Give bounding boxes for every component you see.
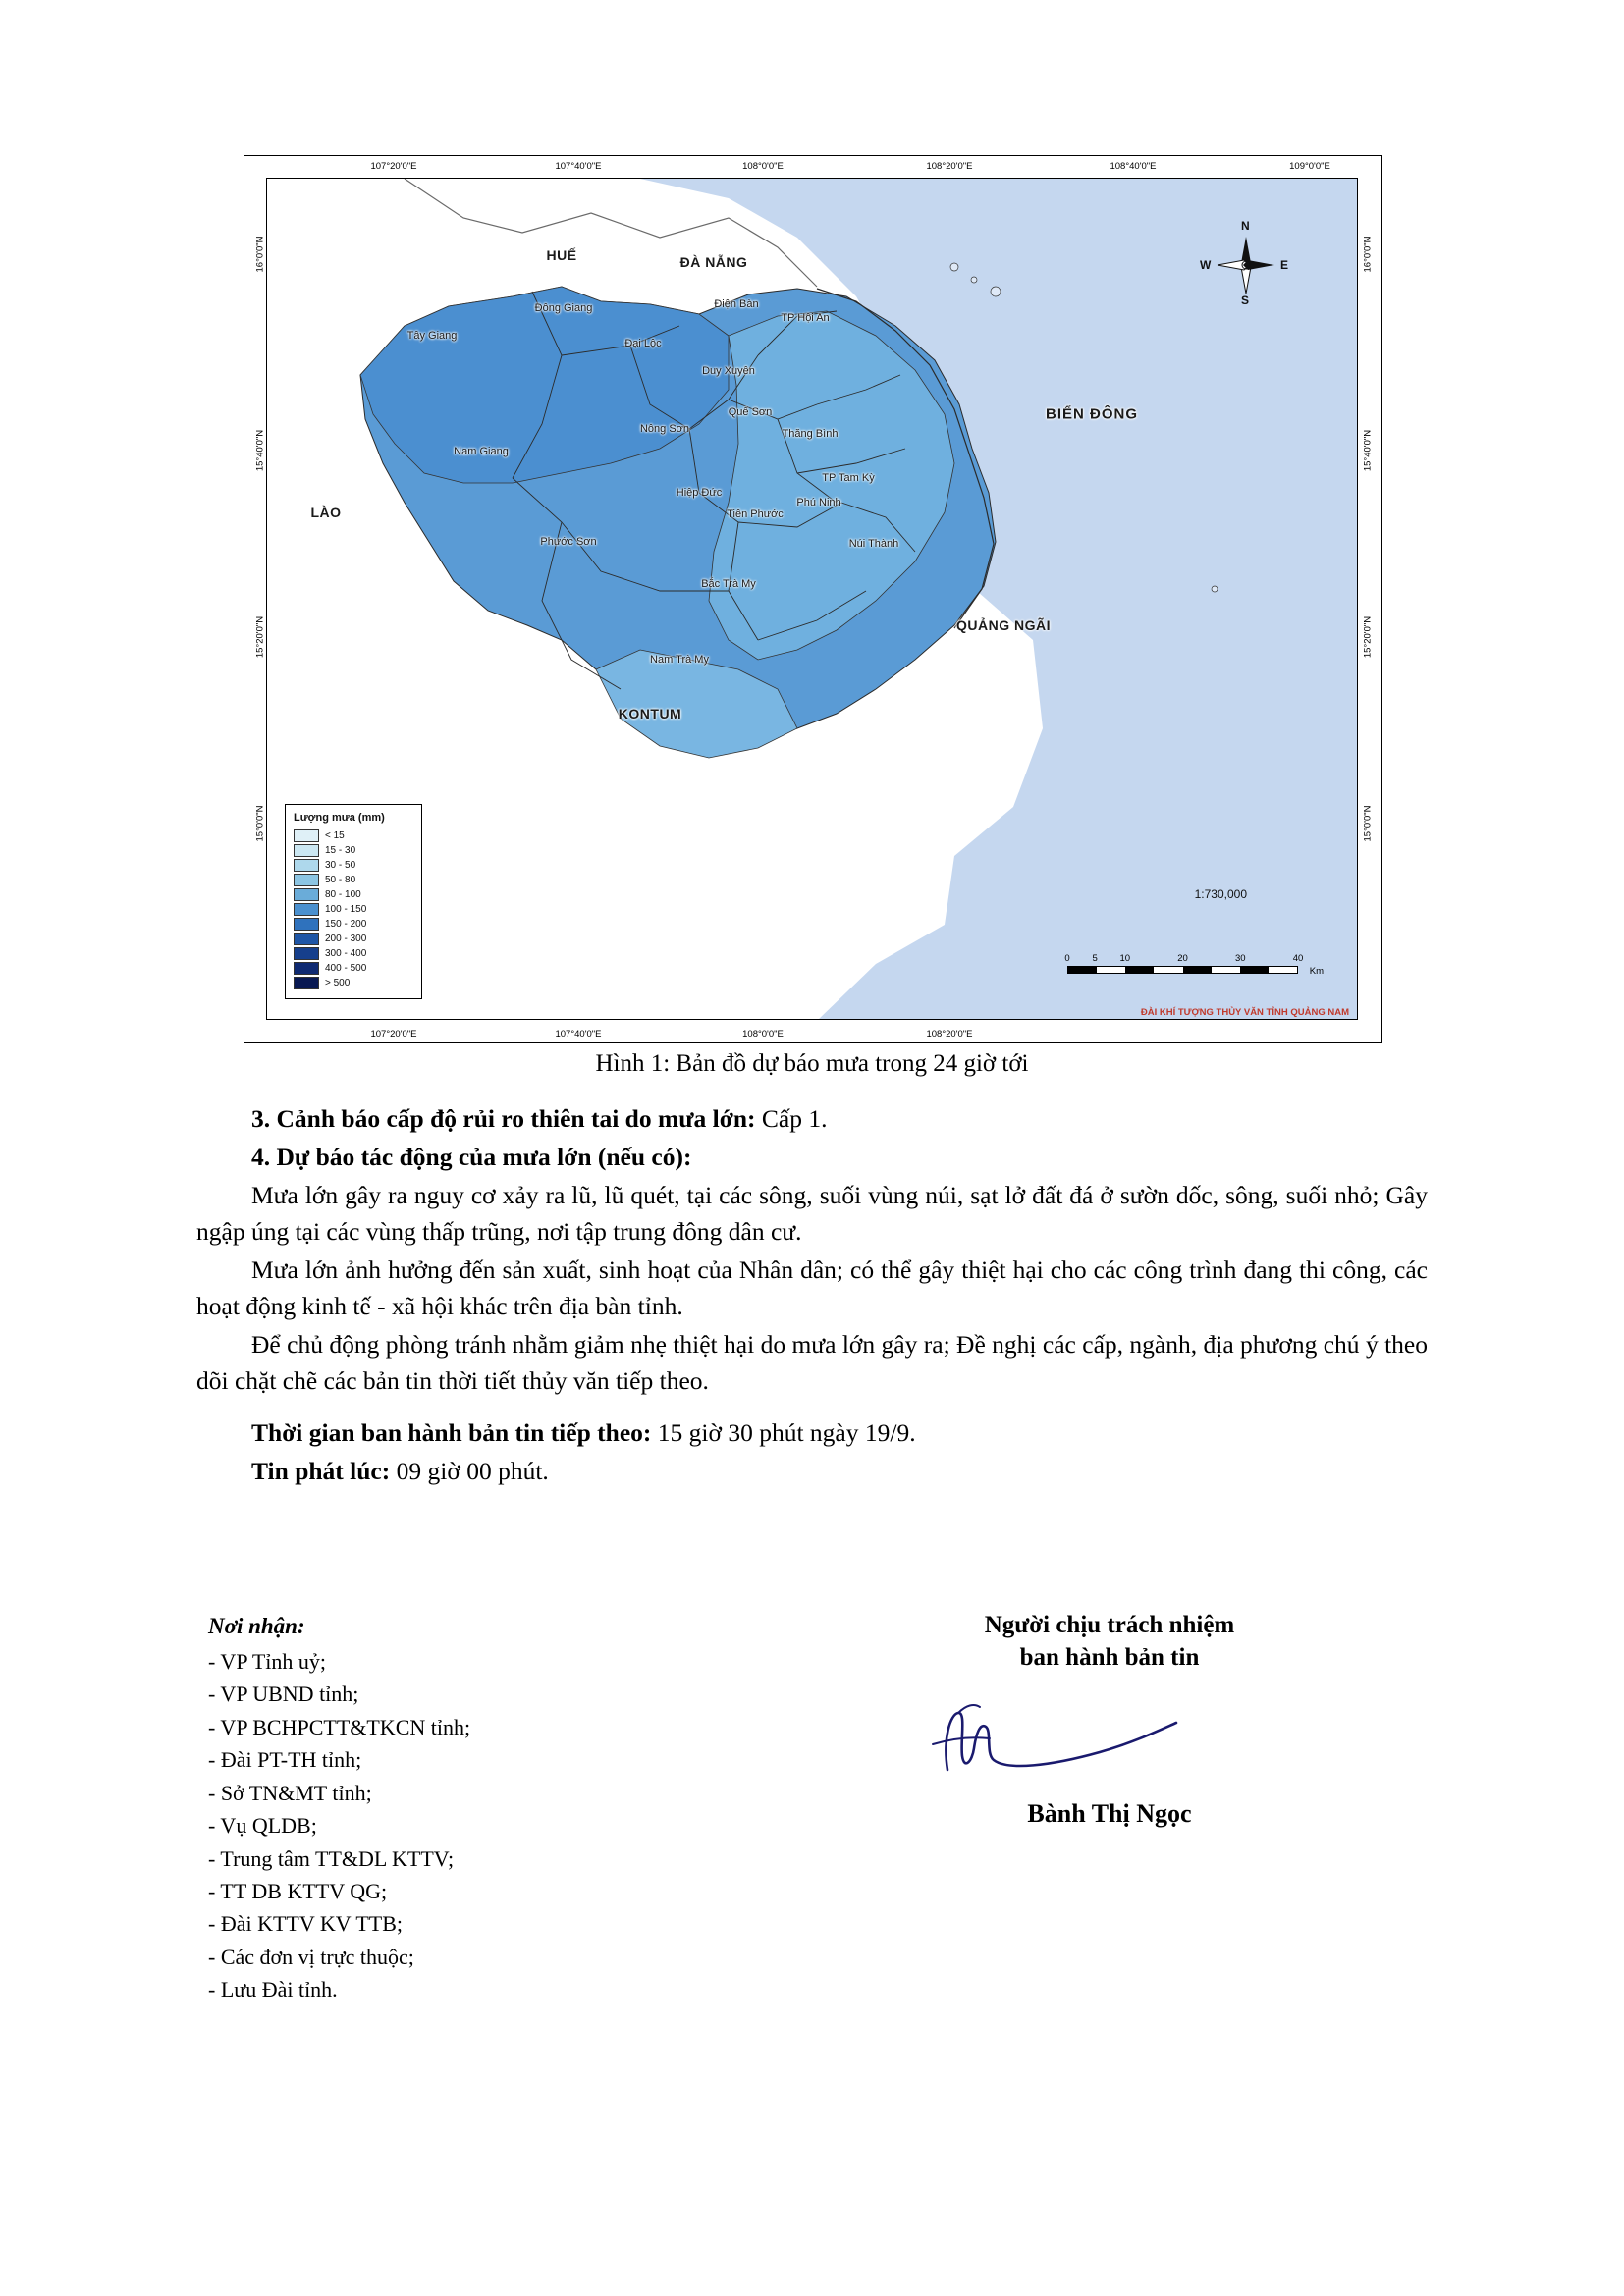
- axis-left-tick-1: 15°40'0"N: [254, 429, 266, 472]
- legend-swatch: [294, 933, 319, 945]
- axis-top-tick-2: 108°0'0"E: [742, 161, 784, 172]
- axis-right-tick-2: 15°20'0"N: [1362, 615, 1374, 659]
- legend-label: 200 - 300: [325, 934, 367, 944]
- paragraph-1: Mưa lớn gây ra nguy cơ xảy ra lũ, lũ quét, tại các sông, suối vùng núi, sạt lở đất đá ở sườn dốc, sông, suối nhỏ; Gây ngập úng tại các vùng thấp trũng, nơi tập trung đông dân cư.: [196, 1180, 1428, 1246]
- axis-right-tick-0: 16°0'0"N: [1362, 236, 1374, 273]
- map-label-bac-tra-my: Bắc Trà My: [701, 578, 756, 590]
- map-label-nam-tra-my: Nam Trà My: [650, 654, 709, 666]
- map-label-tay-giang: Tây Giang: [406, 330, 458, 342]
- legend-label: 30 - 50: [325, 860, 356, 871]
- map-label-phu-ninh: Phú Ninh: [796, 497, 841, 508]
- map-scalebar: [1064, 953, 1324, 977]
- next-bulletin-label: Thời gian ban hành bản tin tiếp theo:: [251, 1417, 652, 1447]
- signer-block: [805, 1610, 1414, 1829]
- axis-right-tick-1: 15°40'0"N: [1362, 429, 1374, 472]
- scalebar-unit: Km: [1309, 966, 1324, 977]
- paragraph-2: Mưa lớn ảnh hưởng đến sản xuất, sinh hoạt của Nhân dân; có thể gây thiệt hại cho các công trình đang thi công, các hoạt động kinh tế - xã hội khác trên địa bàn tỉnh.: [196, 1255, 1428, 1320]
- recipient-item: - VP BCHPCTT&TKCN tỉnh;: [208, 1714, 471, 1739]
- legend-item: [294, 902, 413, 917]
- legend-item: [294, 917, 413, 932]
- legend-label: 100 - 150: [325, 904, 367, 915]
- axis-top-tick-0: 107°20'0"E: [370, 161, 417, 172]
- map-label-lao: LÀO: [310, 505, 342, 520]
- map-label-duy-xuyen: Duy Xuyên: [702, 365, 755, 377]
- legend-item: [294, 976, 413, 990]
- issued-value: 09 giờ 00 phút.: [390, 1456, 549, 1485]
- axis-left-tick-3: 15°0'0"N: [254, 805, 266, 842]
- legend-swatch: [294, 874, 319, 886]
- compass-north-label: N: [1241, 219, 1250, 233]
- legend-label: < 15: [325, 830, 345, 841]
- axis-right-tick-3: 15°0'0"N: [1362, 805, 1374, 842]
- map-label-bien-dong: BIỂN ĐÔNG: [1045, 405, 1139, 423]
- map-label-dien-ban: Điện Bàn: [714, 298, 759, 310]
- legend-swatch: [294, 947, 319, 960]
- legend-swatch: [294, 962, 319, 975]
- recipients-title: Nơi nhận:: [208, 1614, 305, 1638]
- rainfall-forecast-map: [244, 155, 1382, 1043]
- map-label-hiep-duc: Hiệp Đức: [676, 487, 723, 499]
- axis-top-tick-5: 109°0'0"E: [1289, 161, 1330, 172]
- map-label-tp-hoi-an: TP Hội An: [781, 312, 830, 324]
- map-label-tien-phuoc: Tiên Phước: [727, 508, 784, 520]
- next-bulletin-line: [196, 1415, 1428, 1452]
- map-credit: ĐÀI KHÍ TƯỢNG THỦY VĂN TỈNH QUẢNG NAM: [1140, 1007, 1349, 1018]
- axis-top-tick-4: 108°40'0"E: [1110, 161, 1157, 172]
- recipient-item: - VP UBND tỉnh;: [208, 1682, 359, 1707]
- legend-swatch: [294, 888, 319, 901]
- axis-bottom-tick-0: 107°20'0"E: [370, 1029, 417, 1040]
- document-body: [196, 1101, 1428, 1492]
- map-legend: [285, 804, 422, 999]
- legend-label: 80 - 100: [325, 889, 361, 900]
- map-label-nam-giang: Nam Giang: [454, 446, 509, 457]
- axis-bottom-tick-1: 107°40'0"E: [555, 1029, 602, 1040]
- compass-west-label: W: [1200, 258, 1212, 272]
- map-scale-ratio: 1:730,000: [1194, 887, 1247, 901]
- map-label-kontum: KONTUM: [618, 706, 682, 721]
- legend-title: Lượng mưa (mm): [294, 812, 385, 824]
- map-label-danang: ĐÀ NẴNG: [679, 254, 748, 270]
- map-label-dai-loc: Đại Lộc: [624, 338, 662, 349]
- legend-swatch: [294, 829, 319, 842]
- signature-mark: [805, 1680, 1414, 1797]
- axis-left-tick-2: 15°20'0"N: [254, 615, 266, 659]
- legend-item: [294, 858, 413, 873]
- paragraph-3: Để chủ động phòng tránh nhằm giảm nhẹ thiệt hại do mưa lớn gây ra; Đề nghị các cấp, ngành, địa phương chú ý theo dõi chặt chẽ các bản tin thời tiết thủy văn tiếp theo.: [196, 1329, 1428, 1395]
- axis-top-tick-1: 107°40'0"E: [555, 161, 602, 172]
- recipient-item: - Lưu Đài tỉnh.: [208, 1977, 338, 2002]
- legend-label: 300 - 400: [325, 948, 367, 959]
- recipients-block: [208, 1610, 719, 2006]
- recipient-item: - Vụ QLDB;: [208, 1813, 317, 1839]
- legend-item: [294, 946, 413, 961]
- map-label-hue: HUẾ: [546, 247, 577, 263]
- legend-swatch: [294, 859, 319, 872]
- scalebar-tick-5: 40: [1292, 953, 1304, 964]
- recipient-item: - VP Tỉnh uỷ;: [208, 1648, 327, 1674]
- legend-swatch: [294, 977, 319, 989]
- section-3-value: Cấp 1.: [755, 1104, 828, 1133]
- island-2: [971, 277, 977, 283]
- island-4: [1212, 586, 1218, 592]
- axis-bottom-tick-3: 108°20'0"E: [926, 1029, 973, 1040]
- map-label-nong-son: Nông Sơn: [639, 423, 690, 435]
- legend-swatch: [294, 903, 319, 916]
- compass-south-label: S: [1241, 294, 1250, 307]
- legend-swatch: [294, 844, 319, 857]
- scalebar-blocks: [1067, 966, 1298, 974]
- legend-item: [294, 961, 413, 976]
- legend-label: 15 - 30: [325, 845, 356, 856]
- signer-name: Bành Thị Ngọc: [1027, 1799, 1192, 1828]
- recipient-item: - Sở TN&MT tỉnh;: [208, 1780, 372, 1805]
- scalebar-tick-4: 30: [1234, 953, 1246, 964]
- scalebar-tick-2: 10: [1119, 953, 1131, 964]
- legend-item: [294, 887, 413, 902]
- scalebar-tick-3: 20: [1177, 953, 1188, 964]
- signer-role-line-2: ban hành bản tin: [1019, 1643, 1200, 1671]
- legend-item: [294, 828, 413, 843]
- legend-swatch: [294, 918, 319, 931]
- next-bulletin-value: 15 giờ 30 phút ngày 19/9.: [651, 1417, 916, 1447]
- map-label-phuoc-son: Phước Sơn: [540, 536, 597, 548]
- recipient-item: - Các đơn vị trực thuộc;: [208, 1944, 414, 1969]
- section-3-label: 3. Cảnh báo cấp độ rủi ro thiên tai do mưa lớn:: [251, 1104, 756, 1133]
- legend-label: 50 - 80: [325, 875, 356, 885]
- scalebar-tick-0: 0: [1064, 953, 1070, 964]
- legend-item: [294, 932, 413, 946]
- section-4-label: 4. Dự báo tác động của mưa lớn (nếu có):: [251, 1142, 692, 1171]
- legend-label: > 500: [325, 978, 351, 988]
- recipient-item: - TT DB KTTV QG;: [208, 1879, 388, 1904]
- map-label-nui-thanh: Núi Thành: [848, 538, 899, 550]
- map-label-thang-binh: Thăng Bình: [782, 428, 839, 440]
- map-label-que-son: Quế Sơn: [728, 406, 773, 418]
- issued-line: [196, 1454, 1428, 1490]
- map-label-dong-giang: Đông Giang: [534, 302, 593, 314]
- legend-item: [294, 843, 413, 858]
- recipient-item: - Đài KTTV KV TTB;: [208, 1911, 403, 1937]
- axis-bottom-tick-2: 108°0'0"E: [742, 1029, 784, 1040]
- figure-caption: Hình 1: Bản đồ dự báo mưa trong 24 giờ tới: [595, 1050, 1029, 1077]
- legend-label: 150 - 200: [325, 919, 367, 930]
- compass-east-label: E: [1280, 258, 1289, 272]
- map-frame: [244, 155, 1382, 1043]
- map-label-tp-tam-ky: TP Tam Kỳ: [822, 472, 875, 484]
- map-canvas: [266, 178, 1358, 1020]
- signer-role-line-1: Người chịu trách nhiệm: [984, 1612, 1235, 1638]
- map-label-quangngai: QUẢNG NGÃI: [956, 617, 1051, 633]
- section-3: [196, 1101, 1428, 1138]
- compass-rose: [1200, 219, 1289, 307]
- axis-top-tick-3: 108°20'0"E: [926, 161, 973, 172]
- issued-label: Tin phát lúc:: [251, 1456, 391, 1485]
- axis-left-tick-0: 16°0'0"N: [254, 236, 266, 273]
- recipient-item: - Đài PT-TH tỉnh;: [208, 1747, 362, 1773]
- legend-label: 400 - 500: [325, 963, 367, 974]
- island-1: [950, 263, 958, 271]
- island-3: [991, 287, 1001, 296]
- legend-item: [294, 873, 413, 887]
- recipient-item: - Trung tâm TT&DL KTTV;: [208, 1845, 455, 1871]
- scalebar-tick-1: 5: [1092, 953, 1098, 964]
